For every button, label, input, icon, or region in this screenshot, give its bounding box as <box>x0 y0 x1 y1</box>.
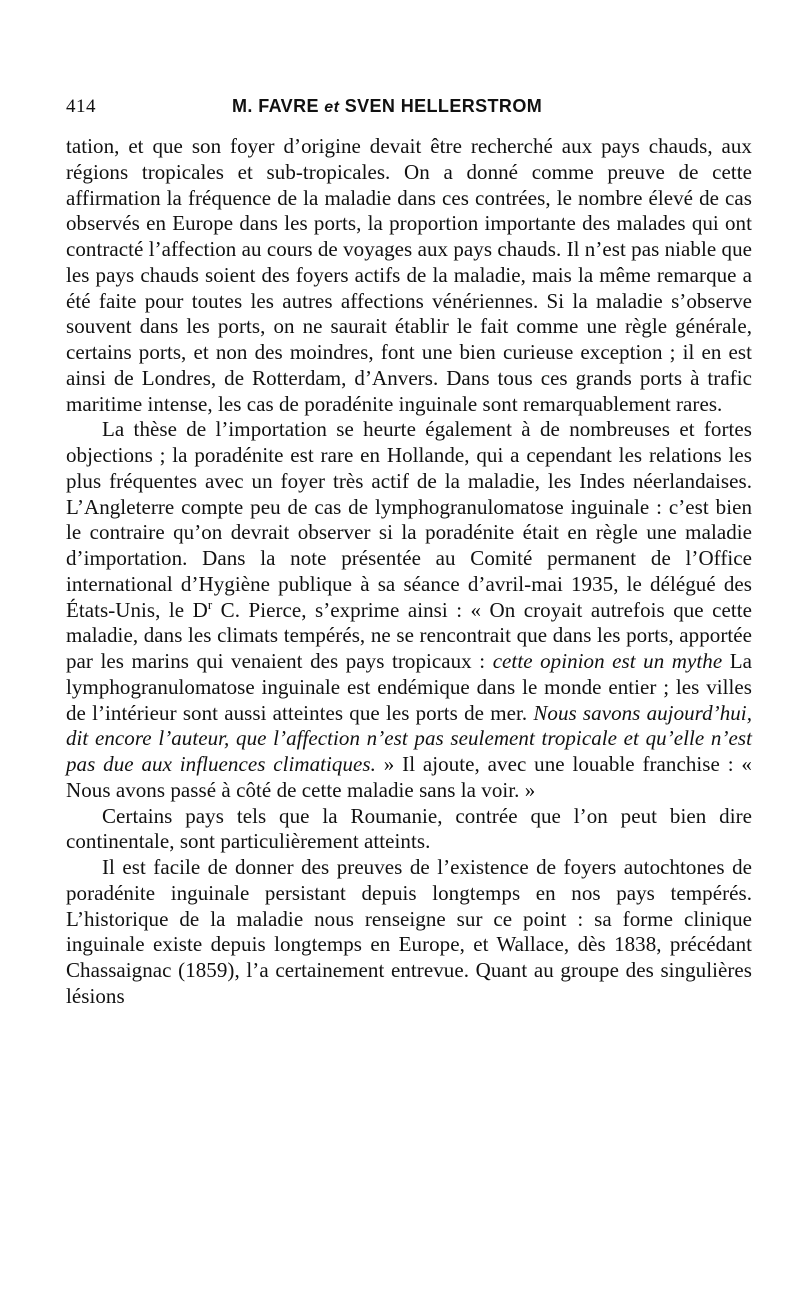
paragraph-2-part-2: C. Pierce, s’exprime ainsi : « On croyait autrefois que cette maladie, dans les climats tempérés, ne se rencontrait que dans les ports, apportée par les marins qui venaient des pays tropicaux : <box>66 597 753 673</box>
book-page <box>66 96 752 1010</box>
paragraph-2-part-4: » Il ajoute, avec une louable franchise : « Nous avons passé à côté de cette maladie sans la voir. » <box>66 752 752 802</box>
body-text <box>66 134 752 1010</box>
paragraph-1: tation, et que son foyer d’origine devait être recherché aux pays chauds, aux régions tropicales et sub-tropicales. On a donné comme preuve de cette affirmation la fréquence de la maladie dans ces contrées, le nombre élevé de cas observés en Europe dans les ports, la proportion importante des malades qui ont contracté l’affection au cours de voyages aux pays chauds. Il n’est pas niable que les pays chauds soient des foyers actifs de la maladie, mais la même remarque a été faite pour toutes les autres affections vénériennes. Si la maladie s’observe souvent dans les ports, on ne saurait établir le fait comme une règle générale, certains ports, et non des moindres, font une bien curieuse exception ; il en est ainsi de Londres, de Rotterdam, d’Anvers. Dans tous ces grands ports à trafic maritime intense, les cas de poradénite inguinale sont remarquablement rares. <box>66 134 752 416</box>
quote-italic-2: Nous savons aujourd’hui, dit encore l’auteur, que l’affection n’est pas seulement tropicale et qu’elle n’est pas due aux influences climatiques. <box>66 700 752 776</box>
page-number: 414 <box>66 96 96 117</box>
paragraph-2-part-1: La thèse de l’importation se heurte également à de nombreuses et fortes objections ; la poradénite est rare en Hollande, qui a cependant les relations les plus fréquentes avec un foyer très actif de la maladie, les Indes néerlandaises. L’Angleterre compte peu de cas de lymphogranulomatose inguinale : c’est bien le contraire qu’on devrait observer si la poradénite était en règle une maladie d’importation. Dans la note présentée au Comité permanent de l’Office international d’Hygiène publique à sa séance d’avril-mai 1935, le délégué des États-Unis, le D <box>66 417 752 622</box>
quote-italic-1: cette opinion est un mythe <box>492 649 723 673</box>
running-head <box>232 96 542 117</box>
paragraph-2 <box>66 417 752 803</box>
doctor-abbrev-superscript: r <box>207 596 213 612</box>
paragraph-4: Il est facile de donner des preuves de l’existence de foyers autochtones de poradénite inguinale persistant depuis longtemps en nos pays tempérés. L’historique de la maladie nous renseigne sur ce point : sa forme clinique inguinale existe depuis longtemps en Europe, et Wallace, dès 1838, précédant Chassaignac (1859), l’a certainement entrevue. Quant au groupe des singulières lésions <box>66 855 752 1008</box>
running-head-author-1: M. FAVRE <box>232 96 319 116</box>
running-head-connector: et <box>324 99 340 116</box>
paragraph-3: Certains pays tels que la Roumanie, contrée que l’on peut bien dire continentale, sont particulièrement atteints. <box>66 803 752 854</box>
paragraph-2-part-3: La lymphogranulomatose inguinale est endémique dans le monde entier ; les villes de l’intérieur sont aussi atteintes que les ports de mer. <box>66 649 752 725</box>
running-head-author-2: SVEN HELLERSTROM <box>344 96 543 116</box>
page-header <box>66 96 752 134</box>
